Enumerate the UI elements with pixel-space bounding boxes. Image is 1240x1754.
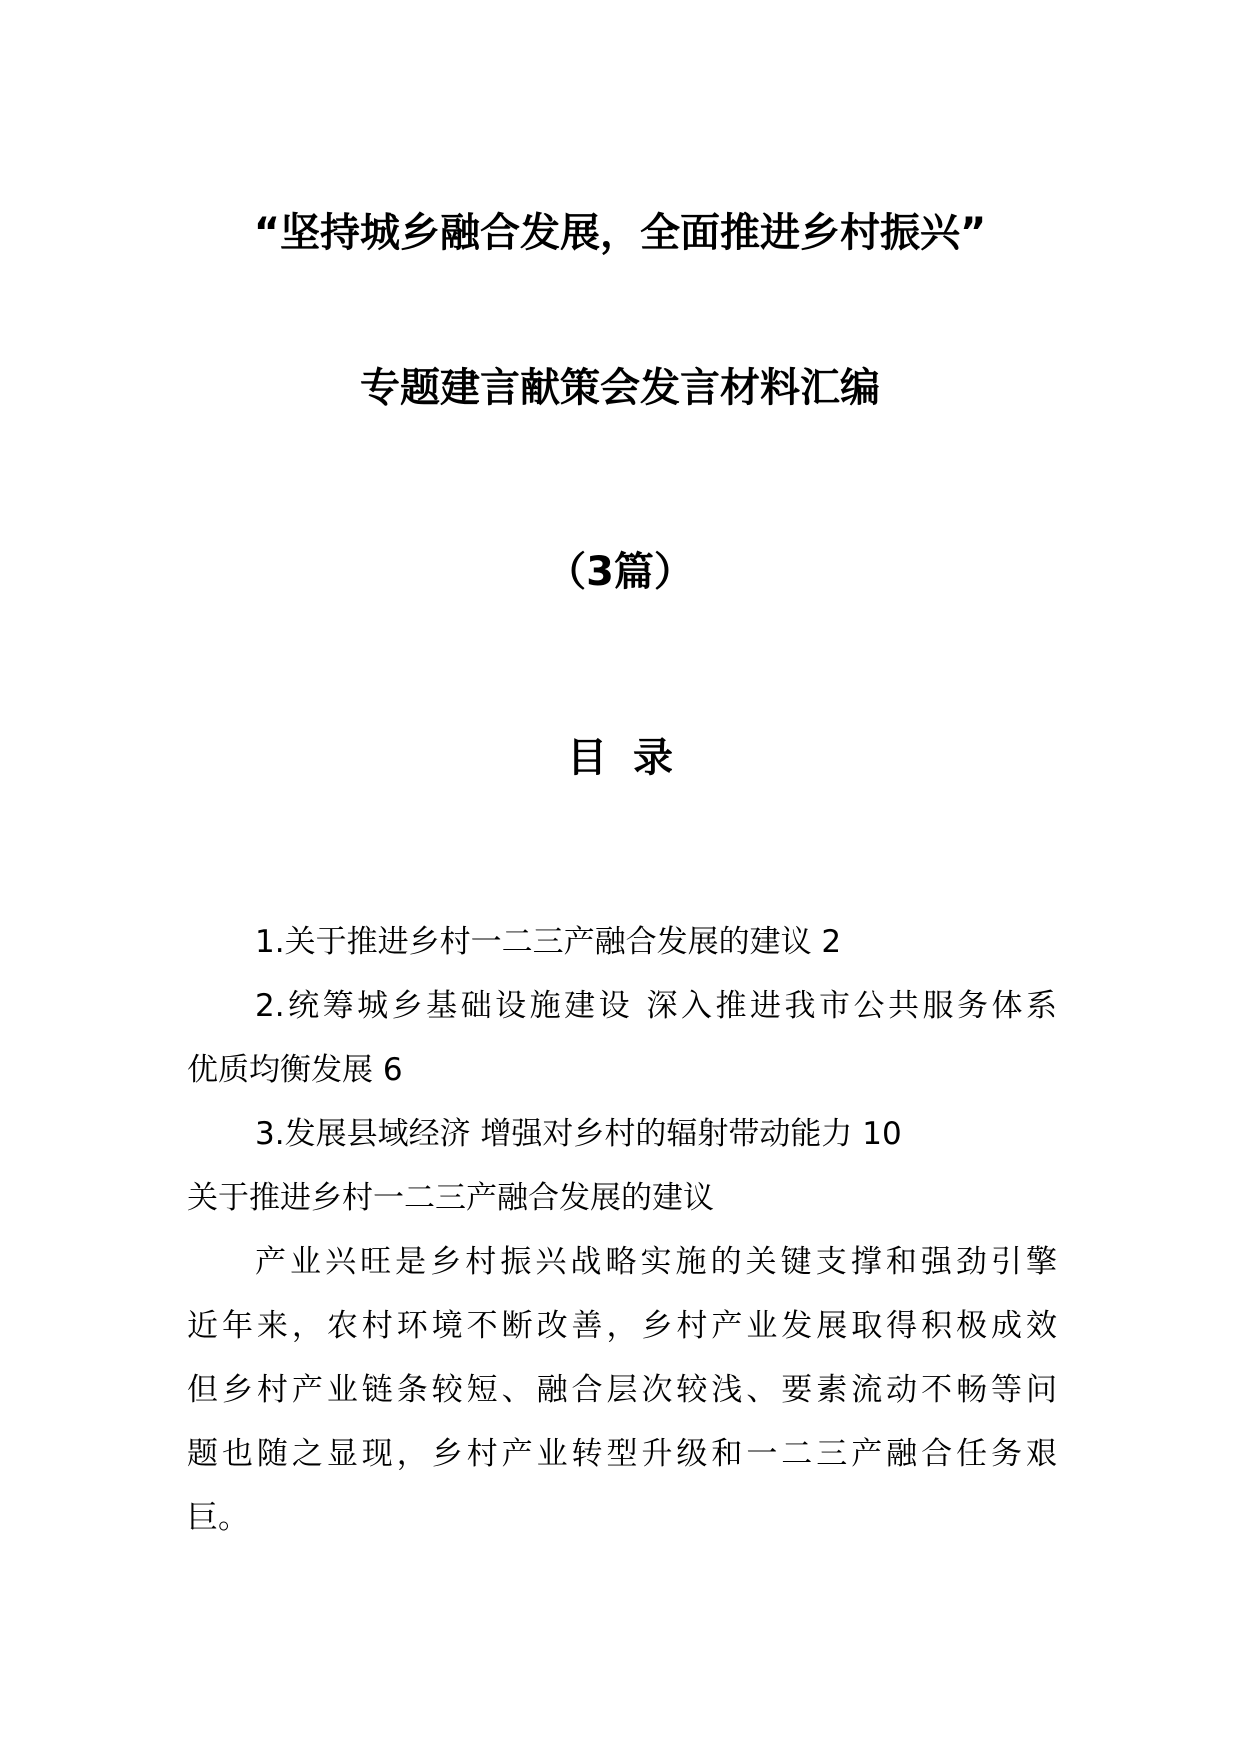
paragraph-line-5: 巨。 (187, 1500, 249, 1536)
article-count: （3篇） (546, 549, 694, 595)
toc-item-2-line-2: 优质均衡发展 6 (187, 1052, 403, 1088)
paragraph-line-2: 近年来，农村环境不断改善，乡村产业发展取得积极成效 (187, 1308, 1057, 1344)
toc-heading: 目录 (567, 735, 699, 781)
paragraph-line-4: 题也随之显现，乡村产业转型升级和一二三产融合任务艰 (187, 1436, 1057, 1472)
paragraph-line-3: 但乡村产业链条较短、融合层次较浅、要素流动不畅等问 (187, 1372, 1057, 1408)
toc-item-2-line-1: 2.统筹城乡基础设施建设 深入推进我市公共服务体系 (255, 988, 1057, 1024)
article-title: 关于推进乡村一二三产融合发展的建议 (187, 1180, 714, 1216)
paragraph-line-1: 产业兴旺是乡村振兴战略实施的关键支撑和强劲引擎 (255, 1244, 1057, 1280)
document-title-line-2: 专题建言献策会发言材料汇编 (360, 365, 880, 411)
document-title-line-1: “坚持城乡融合发展，全面推进乡村振兴” (253, 210, 987, 256)
toc-item-3: 3.发展县域经济 增强对乡村的辐射带动能力 10 (255, 1116, 902, 1152)
toc-item-1: 1.关于推进乡村一二三产融合发展的建议 2 (255, 924, 842, 960)
